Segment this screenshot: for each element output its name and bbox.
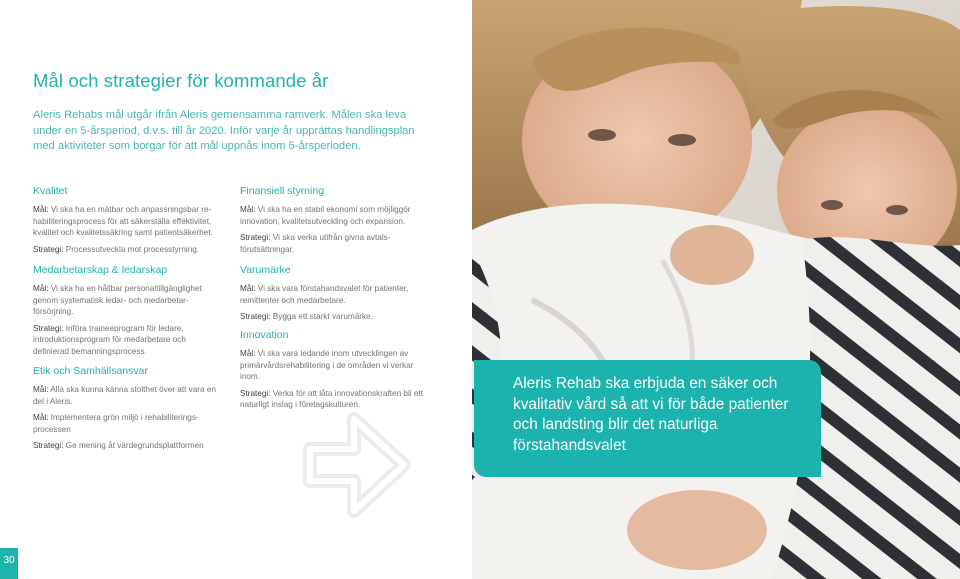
quote-text: Aleris Rehab ska erbjuda en säker och kvalitativ vård så att vi för både patienter och landsting blir det naturliga förstahandsvalet xyxy=(513,375,789,454)
section-etik xyxy=(33,365,223,457)
goal-text: Mål: Implementera grön miljö i rehabiliteringsprocessen xyxy=(33,413,199,434)
goal-text: Mål: Vi ska ha en stabil ekonomi som möjliggör innovation, kvalitetsutveckling och expansion. xyxy=(240,205,411,226)
intro-text: Aleris Rehabs mål utgår ifrån Aleris gemensamma ramverk. Målen ska leva under en 5-årsperiod, d.v.s. till år 2020. Inför varje år upprättas handlingsplan med aktiviteter som borgar för att mål uppnås inom 5-årsperioden. xyxy=(33,109,415,152)
section-finansiell xyxy=(240,185,430,260)
section-heading: Kvalitet xyxy=(33,185,68,197)
arrow-icon xyxy=(296,405,416,525)
section-varumarke xyxy=(240,264,430,328)
section-heading: Varumärke xyxy=(240,264,291,276)
section-heading: Medarbetarskap & ledarskap xyxy=(33,264,168,276)
strategy-text: Strategi: Vi ska verka utifrån givna avtalsförutsättningar. xyxy=(240,233,391,254)
children-blanket-photo xyxy=(472,0,960,579)
strategy-text: Strategi: Processutveckla mot processtyrning. xyxy=(33,244,200,254)
goal-text: Mål: Vi ska ha en hållbar personaltillgänglighet genom systematisk ledar- och medarbetarförsörjning. xyxy=(33,284,202,317)
section-kvalitet xyxy=(33,185,228,260)
strategy-text: Strategi: Ge mening åt värdegrundsplattformen xyxy=(33,441,204,451)
section-innovation xyxy=(240,329,430,416)
section-heading: Etik och Samhällsansvar xyxy=(33,365,148,377)
goal-text: Mål: Vi ska vara förstahandsvalet för patienter, remittenter och medarbetare. xyxy=(240,284,409,305)
goal-text: Mål: Alla ska kunna känna stolthet över att vara en del i Aleris. xyxy=(33,385,216,406)
page-number: 30 xyxy=(0,548,18,579)
page-title: Mål och strategier för kommande år xyxy=(33,70,329,91)
strategy-text: Strategi: Verka för att låta innovationskraften bli ett naturligt inslag i företagskulturen. xyxy=(240,388,423,410)
quote-box xyxy=(474,360,821,477)
section-heading: Finansiell styrning xyxy=(240,185,325,197)
goal-text: Mål: Vi ska vara ledande inom utvecklingen av primärvårdsrehabilitering i de områden vi verkar inom. xyxy=(240,349,414,382)
strategy-text: Strategi: Bygga ett starkt varumärke. xyxy=(240,312,373,322)
section-medarbetarskap xyxy=(33,264,223,363)
section-heading: Innovation xyxy=(240,329,289,341)
strategy-text: Strategi: Införa traineeprogram för ledare, introduktionsprogram för medarbetare och definierad bemanningsprocess. xyxy=(33,323,186,356)
goal-text: Mål: Vi ska ha en mätbar och anpassningsbar rehabiliteringsprocess för att säkerställa effektivitet, kvalitet och kvalitetssäkring samt patientsäkerhet. xyxy=(33,205,213,238)
